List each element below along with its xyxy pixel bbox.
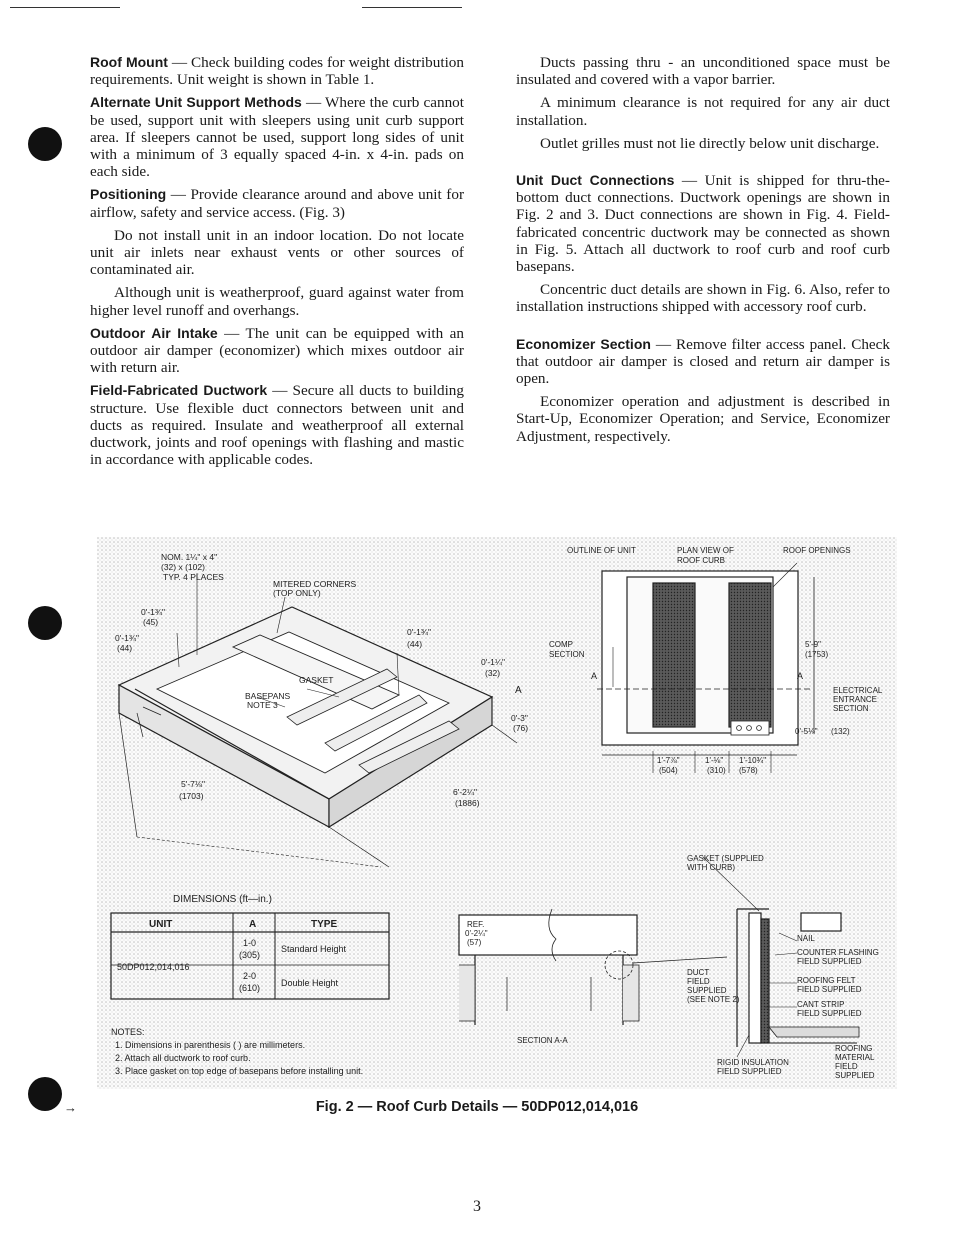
label: (57) <box>467 938 482 947</box>
label: DUCT <box>687 968 710 977</box>
label: NOM. 1¼" x 4" <box>161 552 218 562</box>
paragraph: Although unit is weatherproof, guard against water from higher level runoff and overhangs. <box>90 284 464 319</box>
label: SUPPLIED <box>687 986 727 995</box>
label: (578) <box>739 766 758 775</box>
note: 1. Dimensions in parenthesis ( ) are millimeters. <box>115 1040 306 1050</box>
label: 0'-2¼" <box>465 929 488 938</box>
paragraph: Economizer Section — Remove filter access panel. Check that outdoor air damper is closed and return air damper is open. <box>516 335 890 388</box>
paragraph: Do not install unit in an indoor location. Do not locate unit air inlets near exhaust vents or other sources of contaminated air. <box>90 226 464 279</box>
label: NAIL <box>797 934 815 943</box>
table-header: A <box>249 919 257 930</box>
label: OUTLINE OF UNIT <box>567 546 636 555</box>
label: MITERED CORNERS <box>273 579 357 589</box>
label: FIELD SUPPLIED <box>797 1009 862 1018</box>
notes-title: NOTES: <box>111 1027 145 1037</box>
label: (SEE NOTE 2) <box>687 995 740 1004</box>
label: COUNTER FLASHING <box>797 948 879 957</box>
table-cell: 50DP012,014,016 <box>117 962 190 972</box>
label: SECTION A-A <box>517 1036 568 1045</box>
note: 2. Attach all ductwork to roof curb. <box>115 1053 251 1063</box>
label: 1'-10¾" <box>739 756 767 765</box>
top-rule-right <box>362 7 462 8</box>
label: TYP. 4 PLACES <box>163 572 224 582</box>
table-cell: 2-0 <box>243 971 257 981</box>
label: (44) <box>117 643 133 653</box>
label: RIGID INSULATION <box>717 1058 789 1067</box>
label: ROOF CURB <box>677 556 725 565</box>
table-header: TYPE <box>311 919 338 930</box>
paragraph: Outdoor Air Intake — The unit can be equipped with an outdoor air damper (economizer) which mixes outdoor air with return air. <box>90 324 464 377</box>
label: 0'-1¾" <box>141 607 166 617</box>
label: (1886) <box>455 798 480 808</box>
figure-caption: Fig. 2 — Roof Curb Details — 50DP012,014,016 <box>315 1099 639 1115</box>
label: ENTRANCE <box>833 695 878 704</box>
label: ELECTRICAL <box>833 686 883 695</box>
label: 0'-1¼" <box>481 657 506 667</box>
paragraph: Outlet grilles must not lie directly below unit discharge. <box>540 134 880 152</box>
label: ROOF OPENINGS <box>783 546 851 555</box>
note: 3. Place gasket on top edge of basepans before installing unit. <box>115 1066 364 1076</box>
roof-curb-figure <box>97 537 897 1089</box>
binding-hole-mark <box>28 606 62 640</box>
label: GASKET (SUPPLIED <box>687 854 764 863</box>
paragraph: Unit Duct Connections — Unit is shipped for thru-the-bottom duct connections. Ductwork openings are shown in Fig. 2 and 3. Duct connections are shown in Fig. 4. Field-fabricated concentric ductwork may be connected as shown in Fig. 5. Attach all ductwork to roof curb and roof curb basepans. <box>516 172 890 276</box>
table-cell: (305) <box>239 950 261 960</box>
label: GASKET <box>299 675 334 685</box>
paragraph: Economizer operation and adjustment is described in Start-Up, Economizer Operation; and Service, Economizer Adjustment, respectively. <box>516 393 890 445</box>
label: ROOFING <box>835 1044 873 1053</box>
paragraph: A minimum clearance is not required for any air duct installation. <box>516 94 890 129</box>
paragraph: Field-Fabricated Ductwork — Secure all ducts to building structure. Use flexible duct connectors between unit and ducts as required. Insulate and weatherproof all external ductwork, joints and roof openings with flashing and mastic in accordance with applicable codes. <box>90 382 464 469</box>
label: (504) <box>659 766 678 775</box>
label: (1703) <box>179 791 204 801</box>
label: (32) <box>485 668 501 678</box>
label: (76) <box>513 723 529 733</box>
paragraph: Concentric duct details are shown in Fig. 6. Also, refer to installation instructions shipped with accessory roof curb. <box>516 281 890 316</box>
label: 5'-7⅛" <box>181 779 206 789</box>
left-column <box>90 54 464 474</box>
label: PLAN VIEW OF <box>677 546 734 555</box>
label: NOTE 3 <box>247 700 278 710</box>
label: (45) <box>143 617 159 627</box>
plan-view-drawing <box>597 563 814 773</box>
label: WITH CURB) <box>687 863 735 872</box>
label: COMP <box>549 640 573 649</box>
top-rule-left <box>10 7 120 8</box>
label: REF. <box>467 920 485 929</box>
label: (44) <box>407 639 423 649</box>
label: 1'-⅛" <box>705 756 724 765</box>
label: FIELD SUPPLIED <box>797 985 862 994</box>
label: FIELD <box>687 977 710 986</box>
table-cell: Double Height <box>281 978 339 988</box>
label: A <box>515 685 522 696</box>
label: 0'-5⅛" <box>795 727 818 736</box>
label: 0'-1¾" <box>115 633 140 643</box>
paragraph: Roof Mount — Check building codes for weight distribution requirements. Unit weight is shown in Table 1. <box>90 54 464 89</box>
label: SUPPLIED <box>835 1071 875 1080</box>
table-cell: Standard Height <box>281 944 347 954</box>
label: (1753) <box>805 650 829 659</box>
label: SECTION <box>833 704 869 713</box>
paragraph: Positioning — Provide clearance around and above unit for airflow, safety and service access. (Fig. 3) <box>90 186 464 221</box>
table-header: UNIT <box>149 919 173 930</box>
label: (132) <box>831 727 850 736</box>
label: FIELD SUPPLIED <box>797 957 862 966</box>
label: ROOFING FELT <box>797 976 856 985</box>
label: FIELD SUPPLIED <box>717 1067 782 1076</box>
binding-hole-mark <box>28 127 62 161</box>
paragraph: Alternate Unit Support Methods — Where the curb cannot be used, support unit with sleepers using unit curb support area. If sleepers cannot be used, support long sides of unit with a minimum of 3 equally spaced 4-in. x 4-in. pads on each side. <box>90 94 464 181</box>
label: 6'-2¼" <box>453 787 478 797</box>
table-cell: 1-0 <box>243 938 257 948</box>
label: A <box>797 671 804 681</box>
label: (310) <box>707 766 726 775</box>
label: A <box>591 671 598 681</box>
label: (TOP ONLY) <box>273 588 321 598</box>
label: 5'-9" <box>805 640 821 649</box>
label: FIELD <box>835 1062 858 1071</box>
revision-arrow: → <box>64 1100 77 1115</box>
label: CANT STRIP <box>797 1000 845 1009</box>
label: (32) x (102) <box>161 562 205 572</box>
label: MATERIAL <box>835 1053 875 1062</box>
label: 1'-7⅞" <box>657 756 680 765</box>
page-number: 3 <box>473 1198 481 1215</box>
paragraph: Ducts passing thru - an unconditioned space must be insulated and covered with a vapor barrier. <box>516 54 890 89</box>
label: 0'-1¾" <box>407 627 432 637</box>
table-cell: (610) <box>239 983 261 993</box>
right-column <box>516 54 890 451</box>
table-title: DIMENSIONS (ft—in.) <box>173 894 272 905</box>
label: SECTION <box>549 650 585 659</box>
label: 0'-3" <box>511 713 528 723</box>
label: BASEPANS <box>245 691 291 701</box>
